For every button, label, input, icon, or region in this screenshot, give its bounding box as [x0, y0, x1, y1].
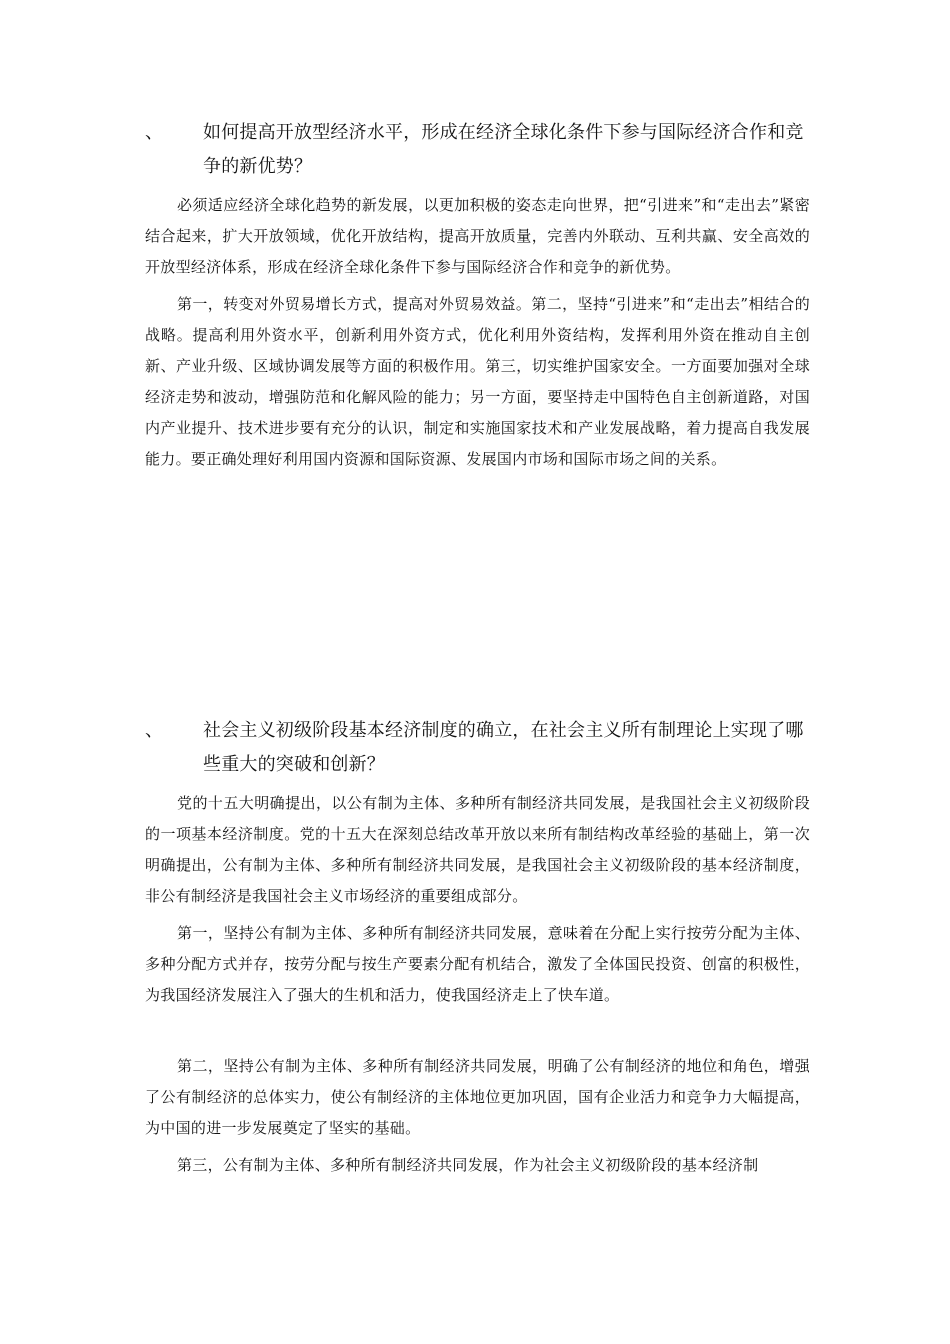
section-open-economy: [145, 116, 810, 481]
list-marker: 、: [145, 122, 164, 143]
paragraph: 必须适应经济全球化趋势的新发展，以更加积极的姿态走向世界，把“引进来”和“走出去”紧密结合起来，扩大开放领域，优化开放结构，提高开放质量，完善内外联动、互利共赢、安全高效的开放型经济体系，形成在经济全球化条件下参与国际经济合作和竞争的新优势。: [145, 196, 810, 276]
heading-text: 社会主义初级阶段基本经济制度的确立，在社会主义所有制理论上实现了哪些重大的突破和创新？: [203, 720, 804, 775]
paragraph: 第三，公有制为主体、多种所有制经济共同发展，作为社会主义初级阶段的基本经济制: [177, 1156, 759, 1174]
paragraph: 第一，转变对外贸易增长方式，提高对外贸易效益。第二，坚持“引进来”和“走出去”相结合的战略。提高利用外资水平，创新利用外资方式，优化利用外资结构，发挥利用外资在推动自主创新、产业升级、区域协调发展等方面的积极作用。第三，切实维护国家安全。一方面要加强对全球经济走势和波动，增强防范和化解风险的能力；另一方面，要坚持走中国特色自主创新道路，对国内产业提升、技术进步要有充分的认识，制定和实施国家技术和产业发展战略，着力提高自我发展能力。要正确处理好利用国内资源和国际资源、发展国内市场和国际市场之间的关系。: [145, 295, 810, 468]
heading-text: 如何提高开放型经济水平，形成在经济全球化条件下参与国际经济合作和竞争的新优势？: [203, 122, 804, 177]
section-heading: [145, 116, 810, 184]
paragraph: 党的十五大明确提出，以公有制为主体、多种所有制经济共同发展，是我国社会主义初级阶段的一项基本经济制度。党的十五大在深刻总结改革开放以来所有制结构改革经验的基础上，第一次明确提出，公有制为主体、多种所有制经济共同发展，是我国社会主义初级阶段的基本经济制度，非公有制经济是我国社会主义市场经济的重要组成部分。: [145, 794, 810, 905]
paragraph: 第一，坚持公有制为主体、多种所有制经济共同发展，意味着在分配上实行按劳分配为主体、多种分配方式并存，按劳分配与按生产要素分配有机结合，激发了全体国民投资、创富的积极性，为我国经济发展注入了强大的生机和活力，使我国经济走上了快车道。: [145, 924, 810, 1004]
section-basic-economic-system: [145, 714, 810, 1187]
section-heading: [145, 714, 810, 782]
paragraph: 第二，坚持公有制为主体、多种所有制经济共同发展，明确了公有制经济的地位和角色，增强了公有制经济的总体实力，使公有制经济的主体地位更加巩固，国有企业活力和竞争力大幅提高，为中国的进一步发展奠定了坚实的基础。: [145, 1057, 810, 1137]
list-marker: 、: [145, 720, 164, 741]
paragraph-gap: [145, 1017, 810, 1051]
